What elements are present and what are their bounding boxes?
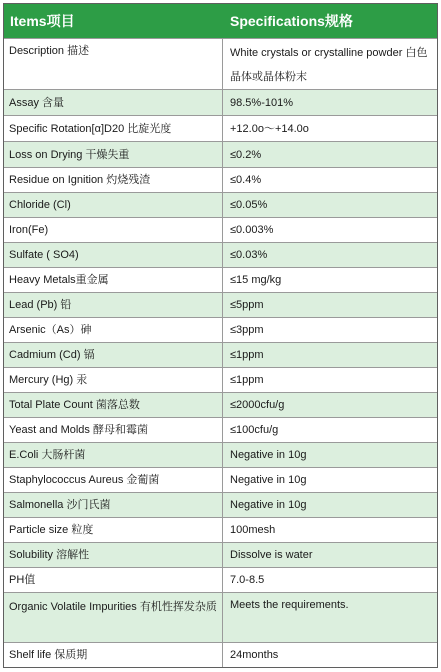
item-cell: Salmonella 沙门氏菌 (4, 493, 223, 517)
item-cell: Sulfate ( SO4) (4, 243, 223, 267)
item-cell: Staphylococcus Aureus 金葡菌 (4, 468, 223, 492)
spec-cell: ≤0.003% (230, 224, 274, 236)
table-row-sulfate (4, 242, 437, 267)
item-cell: Chloride (Cl) (4, 193, 223, 217)
item-cell: Shelf life 保质期 (4, 643, 223, 667)
item-cell: Total Plate Count 菌落总数 (4, 393, 223, 417)
spec-cell: ≤0.03% (230, 249, 268, 261)
spec-cell: 100mesh (230, 524, 276, 536)
spec-cell: ≤3ppm (230, 324, 264, 336)
item-cell: Mercury (Hg) 汞 (4, 368, 223, 392)
spec-cell: Negative in 10g (230, 499, 307, 511)
spec-cell: ≤1ppm (230, 349, 264, 361)
table-row-assay (4, 89, 437, 115)
spec-cell: ≤5ppm (230, 299, 264, 311)
item-cell: Yeast and Molds 酵母和霉菌 (4, 418, 223, 442)
table-row-solubility (4, 542, 437, 567)
table-row-salmonella (4, 492, 437, 517)
table-row-arsenic (4, 317, 437, 342)
item-cell: E.Coli 大肠杆菌 (4, 443, 223, 467)
item-cell: Organic Volatile Impurities 有机性挥发杂质 (4, 593, 223, 642)
item-cell: Solubility 溶解性 (4, 543, 223, 567)
item-cell: Arsenic（As）砷 (4, 318, 223, 342)
table-row-yeast-and-molds (4, 417, 437, 442)
items-column-header: Items项目 (10, 13, 75, 29)
table-row-heavy-metals (4, 267, 437, 292)
table-row-organic-volatile-impurities (4, 592, 437, 642)
table-row-cadmium (4, 342, 437, 367)
item-cell: Specific Rotation[α]D20 比旋光度 (4, 116, 223, 141)
item-cell: PH值 (4, 568, 223, 592)
table-header (4, 4, 437, 38)
spec-cell: ≤0.4% (230, 174, 262, 186)
table-row-iron (4, 217, 437, 242)
spec-cell: ≤2000cfu/g (230, 399, 285, 411)
spec-cell: ≤100cfu/g (230, 424, 279, 436)
spec-cell: 24months (230, 649, 279, 661)
table-row-total-plate-count (4, 392, 437, 417)
specification-table (3, 3, 438, 668)
table-row-staphylococcus-aureus (4, 467, 437, 492)
spec-cell: +12.0o～+14.0o (230, 122, 309, 135)
spec-cell: 7.0-8.5 (230, 574, 265, 586)
item-cell: Cadmium (Cd) 镉 (4, 343, 223, 367)
spec-cell: ≤0.2% (230, 148, 262, 161)
spec-cell: Meets the requirements. (230, 599, 349, 611)
item-cell: Loss on Drying 干燥失重 (4, 142, 223, 167)
spec-cell: ≤0.05% (230, 199, 268, 211)
spec-cell: ≤15 mg/kg (230, 274, 282, 286)
item-cell: Assay 含量 (4, 90, 223, 115)
spec-cell: ≤1ppm (230, 374, 264, 386)
item-cell: Heavy Metals重金属 (4, 268, 223, 292)
item-cell: Particle size 粒度 (4, 518, 223, 542)
spec-cell: Dissolve is water (230, 549, 313, 561)
table-row-description (4, 38, 437, 89)
table-row-loss-on-drying (4, 141, 437, 167)
spec-cell: Negative in 10g (230, 449, 307, 461)
table-row-lead (4, 292, 437, 317)
table-row-chloride (4, 192, 437, 217)
item-cell: Lead (Pb) 铅 (4, 293, 223, 317)
table-row-shelf-life (4, 642, 437, 667)
table-row-particle-size (4, 517, 437, 542)
table-row-specific-rotation (4, 115, 437, 141)
specifications-column-header: Specifications规格 (230, 13, 353, 29)
table-row-mercury (4, 367, 437, 392)
spec-cell: White crystals or crystalline powder 白色晶体或晶体粉末 (230, 47, 428, 83)
table-row-residue-on-ignition (4, 167, 437, 192)
spec-cell: 98.5%-101% (230, 96, 293, 109)
item-cell: Description 描述 (4, 39, 223, 89)
table-row-ph (4, 567, 437, 592)
item-cell: Iron(Fe) (4, 218, 223, 242)
item-cell: Residue on Ignition 灼烧残渣 (4, 168, 223, 192)
spec-cell: Negative in 10g (230, 474, 307, 486)
table-row-e-coli (4, 442, 437, 467)
